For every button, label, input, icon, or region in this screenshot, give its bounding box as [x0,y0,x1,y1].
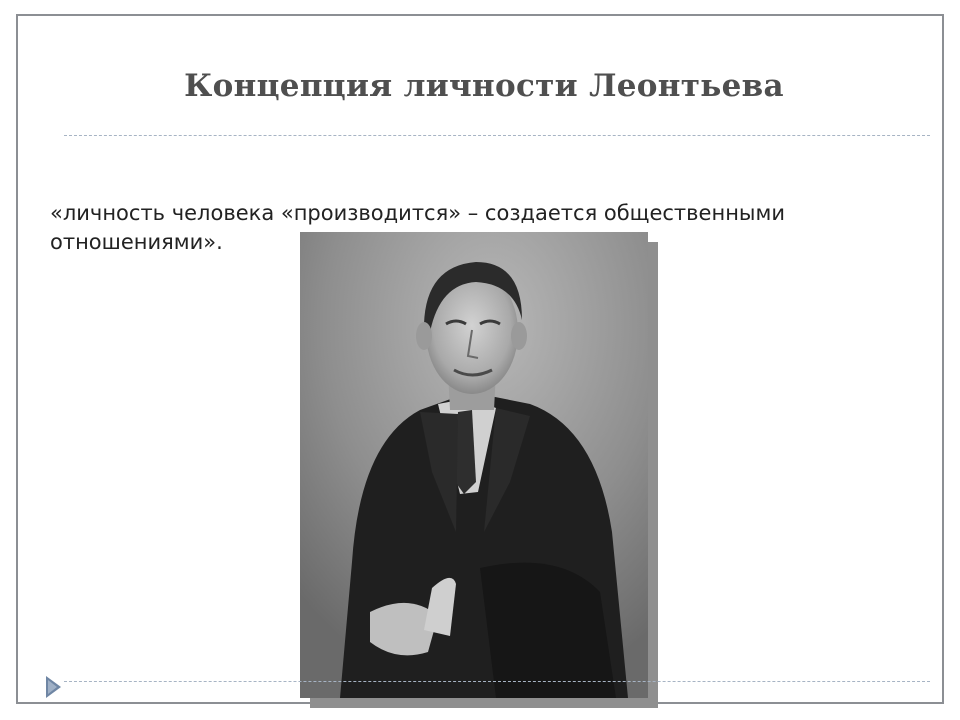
slide-title: Концепция личности Леонтьева [184,68,784,104]
slide-frame [16,14,944,704]
quote-text: «личность человека «производится» – создается общественными отношениями». [50,201,785,254]
bottom-divider [64,681,930,682]
triangle-right-icon[interactable] [46,676,61,698]
top-divider [64,135,930,136]
portrait-photo-icon [300,232,648,698]
portrait-photo [300,232,648,698]
